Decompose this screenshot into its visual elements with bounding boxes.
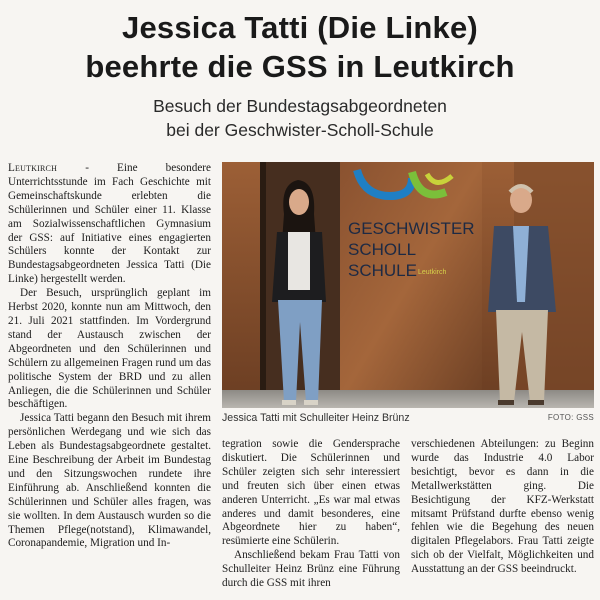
article-column-2 — [222, 438, 400, 591]
headline — [0, 8, 600, 86]
headline-line-1: Jessica Tatti (Die Linke) — [122, 10, 478, 45]
article-paragraph-5: Anschließend bekam Frau Tatti von Schulleiter Heinz Brünz eine Führung durch die GSS mit ihren — [222, 549, 400, 590]
sign-text-leutkirch: Leutkirch — [418, 269, 447, 276]
photo-caption: Jessica Tatti mit Schulleiter Heinz Brünz — [222, 412, 410, 424]
dateline: Leutkirch — [8, 162, 58, 174]
article-paragraph-2: Der Besuch, ursprünglich geplant im Herbst 2020, konnte nun am Mittwoch, den 21. Juli 2021 stattfinden. Im Vordergrund stand der Austausch zwischen der Abgeordneten und den Schülerinnen und Schülern zu allgemeinen Fragen rund um das politische System der BRD und zu allen Anliegen, die die Schülerinnen und Schüler beschäftigen. — [8, 287, 211, 411]
sign-text-geschwister: GESCHWISTER — [348, 219, 475, 238]
article-paragraph-3: Jessica Tatti begann den Besuch mit ihrem persönlichen Werdegang und wie sich das Leben als Bundestagsabgeordnete gestaltet. Eine Beschreibung der Arbeit im Bundestag und den Sitzungswochen rundete ihre Einführung ab. Anschließend konnten die Schülerinnen und Schüler alles fragen, was sie wollten. In dem Austausch wurden so die Themen Pflege(notstand), Klimawandel, Coronapandemie, Migration und In- — [8, 412, 211, 550]
article-paragraph-1-text: - Eine besondere Unterrichtsstunde im Fach Geschichte mit Gemeinschaftskunde erlebten die Schülerinnen und Schüler einer 11. Klasse am Sozialwissenschaftlichen Gymnasium der GSS: auf Initiative eines engagierten Schülers konnte der Kontakt zur Bundestagsabgeordneten Jessica Tatti (Die Linke) hergestellt werden. — [8, 162, 211, 286]
subheadline-line-1: Besuch der Bundestagsabgeordneten — [153, 96, 447, 116]
article-paragraph-6: verschiedenen Abteilungen: zu Beginn wurde das Industrie 4.0 Labor besichtigt, bevor es dann in die Metallwerkstätten ging. Die Besichtigung der KFZ-Werkstatt mitsamt Prüfstand durfte ebenso wenig fehlen wie die Begehung des neuen digitalen Pflegelabors. Frau Tatti zeigte sich ob der Vielfalt, Möglichkeiten und Ausstattung an der GSS beeindruckt. — [411, 438, 594, 576]
sign-text-schule: SCHULE — [348, 261, 417, 280]
article-paragraph-1 — [8, 162, 211, 287]
sign-text-scholl: SCHOLL — [348, 240, 417, 259]
article-column-1 — [8, 162, 211, 551]
article-column-3 — [411, 438, 594, 577]
photo-caption-bar — [222, 412, 594, 426]
left-wall-panel — [222, 162, 260, 408]
school-sign-panel — [340, 162, 482, 400]
subheadline — [0, 94, 600, 142]
subheadline-line-2: bei der Geschwister-Scholl-Schule — [166, 120, 434, 140]
article-paragraph-4: tegration sowie die Gendersprache diskutiert. Die Schülerinnen und Schüler zeigten sich sehr interessiert und freuten sich über einen etwas anderen Unterricht. „Es war mal etwas anderes und damit besonderes, eine Abgeordnete hier zu haben“, resümierte eine Schülerin. — [222, 438, 400, 548]
photo-credit: FOTO: GSS — [547, 413, 594, 422]
article-photo — [222, 162, 594, 408]
headline-line-2: beehrte die GSS in Leutkirch — [85, 49, 515, 84]
photo-illustration — [222, 162, 594, 408]
